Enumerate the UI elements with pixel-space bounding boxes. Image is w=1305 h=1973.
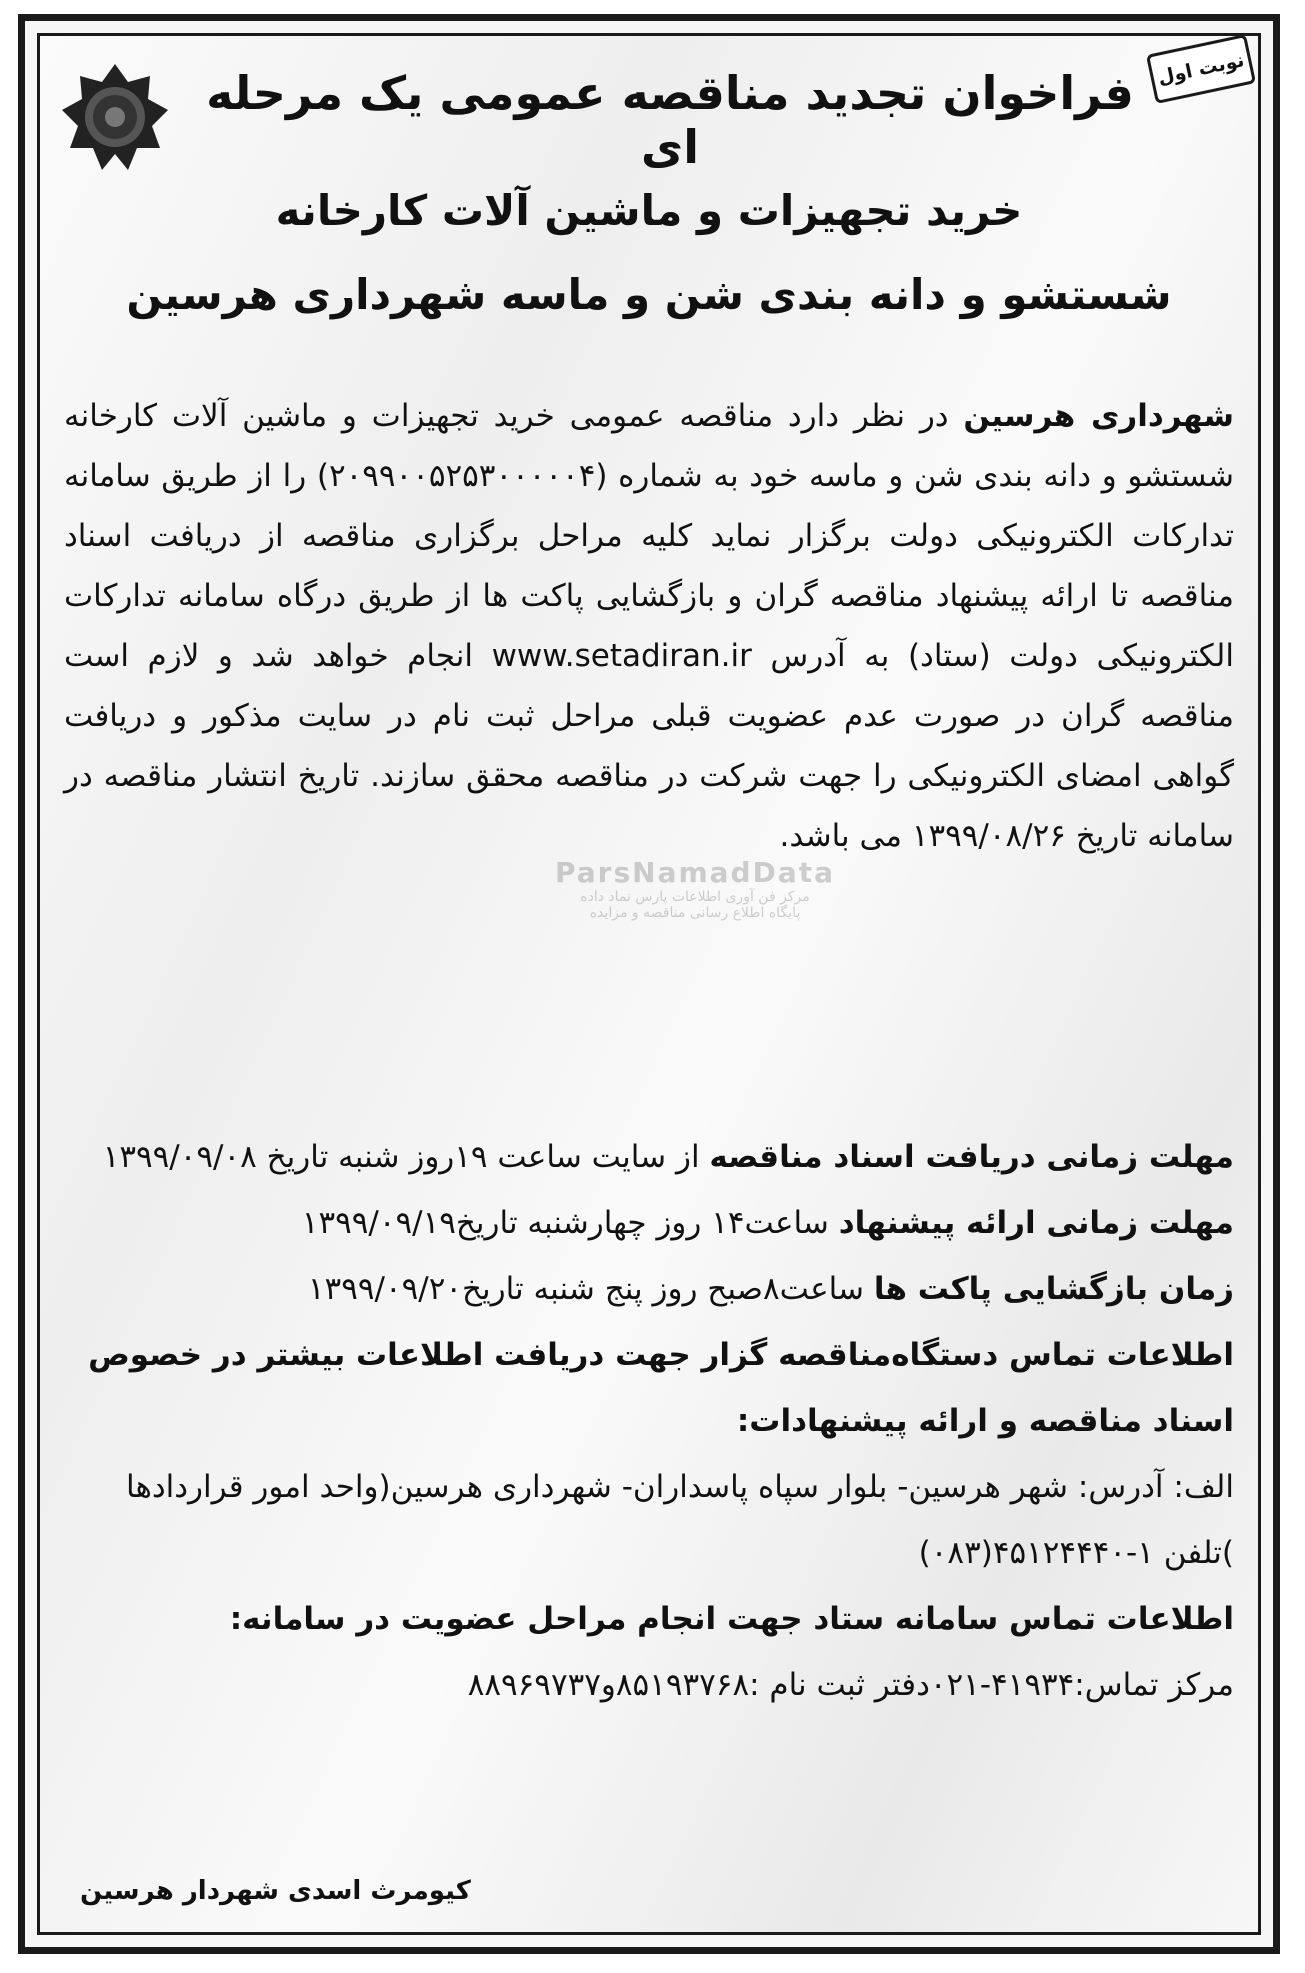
contact-heading: اطلاعات تماس دستگاه‌مناقصه گزار جهت دریافت اطلاعات بیشتر در خصوص اسناد مناقصه و ارائه پیشنهادات: <box>88 1337 1234 1439</box>
notice-body <box>64 386 1234 866</box>
body-text-part2: انجام خواهد شد و لازم است مناقصه گران در صورت عدم عضویت قبلی مراحل ثبت نام در سایت مذکور و دریافت گواهی امضای الکترونیکی را جهت شرکت در مناقصه محقق سازند. تاریخ انتشار مناقصه در سامانه تاریخ ۱۳۹۹/۰۸/۲۶ می باشد. <box>64 638 1234 854</box>
org-name: شهرداری هرسین <box>963 398 1234 434</box>
municipality-emblem-icon <box>60 62 170 172</box>
watermark <box>480 856 910 921</box>
contact-address: الف: آدرس: شهر هرسین- بلوار سپاه پاسداران- شهرداری هرسین(واحد امور قراردادها )تلفن ۱-۴۵۱۲۴۴۴۰(۰۸۳) <box>126 1469 1234 1571</box>
notice-subtitle-line1: خرید تجهیزات و ماشین آلات کارخانه <box>275 186 1023 235</box>
website-link[interactable]: www.setadiran.ir <box>491 638 752 674</box>
body-text-part1: در نظر دارد مناقصه عمومی خرید تجهیزات و ماشین آلات کارخانه شستشو و دانه بندی شن و ماسه خود به شماره (۲۰۹۹۰۰۵۲۵۳۰۰۰۰۰۴) را از طریق سامانه تدارکات الکترونیکی دولت برگزار نماید کلیه مراحل برگزاری مناقصه از دریافت اسناد مناقصه تا ارائه پیشنهاد مناقصه گران و بازگشایی پاکت ها از طریق درگاه سامانه تدارکات الکترونیکی دولت (ستاد) به آدرس <box>64 398 1234 674</box>
offer-deadline <box>64 1190 1234 1256</box>
notice-title: فراخوان تجدید مناقصه عمومی یک مرحله ای <box>206 66 1134 174</box>
opening-time <box>64 1256 1234 1322</box>
opening-time-label: زمان بازگشایی پاکت ها <box>873 1271 1234 1307</box>
watermark-line2: پایگاه اطلاع رسانی مناقصه و مزایده <box>589 905 801 921</box>
docs-deadline-label: مهلت زمانی دریافت اسناد مناقصه <box>709 1139 1234 1175</box>
opening-time-value: ساعت۸صبح روز پنج شنبه تاریخ۱۳۹۹/۰۹/۲۰ <box>307 1271 874 1307</box>
round-badge: نوبت اول <box>1146 34 1256 104</box>
watermark-brand: ParsNamadData <box>555 856 835 889</box>
notice-subtitle-line2: شستشو و دانه بندی شن و ماسه شهرداری هرسین <box>126 270 1172 319</box>
docs-deadline <box>64 1124 1234 1190</box>
deadlines-section <box>64 1124 1234 1718</box>
watermark-line1: مرکز فن آوری اطلاعات پارس نماد داده <box>580 889 810 905</box>
notice-inner-frame <box>37 33 1261 1935</box>
signature: کیومرث اسدی شهردار هرسین <box>80 1876 471 1906</box>
setad-phones: مرکز تماس:۴۱۹۳۴-۰۲۱دفتر ثبت نام :۸۵۱۹۳۷۶۸و۸۸۹۶۹۷۳۷ <box>467 1667 1234 1703</box>
docs-deadline-value: از سایت ساعت ۱۹روز شنبه تاریخ ۱۳۹۹/۰۹/۰۸ <box>102 1139 710 1175</box>
offer-deadline-label: مهلت زمانی ارائه پیشنهاد <box>838 1205 1234 1241</box>
offer-deadline-value: ساعت۱۴ روز چهارشنبه تاریخ۱۳۹۹/۰۹/۱۹ <box>301 1205 839 1241</box>
setad-contact-heading: اطلاعات تماس سامانه ستاد جهت انجام مراحل عضویت در سامانه: <box>229 1601 1234 1637</box>
notice-frame <box>18 14 1280 1954</box>
